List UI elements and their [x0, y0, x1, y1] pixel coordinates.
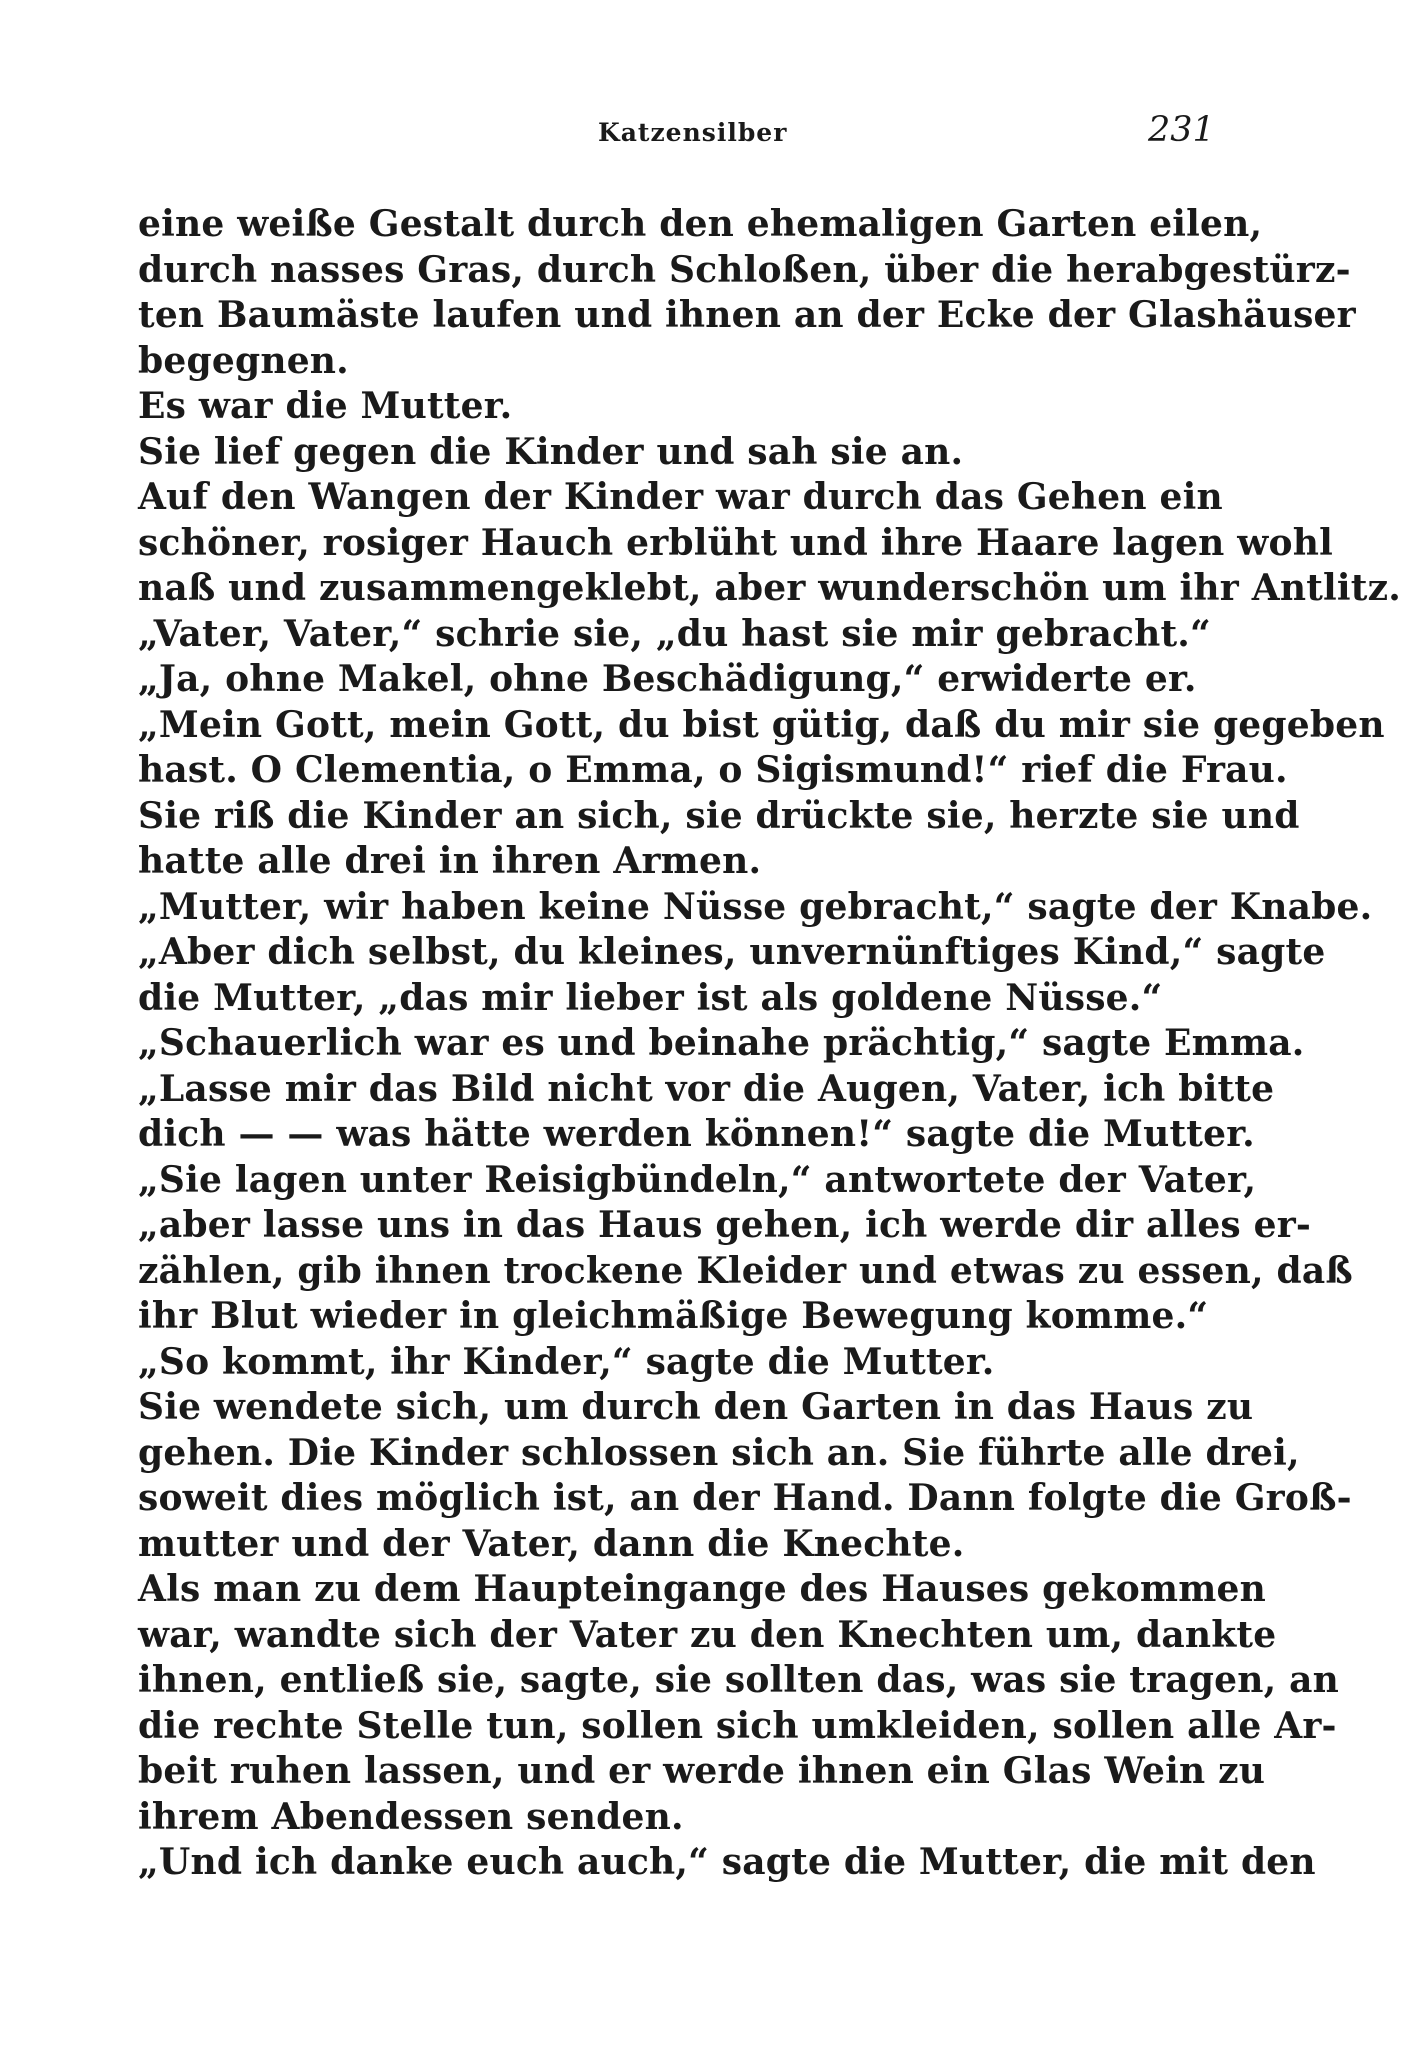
text-line: „aber lasse uns in das Haus gehen, ich werde dir alles er-: [138, 1204, 1312, 1246]
text-line: „Lasse mir das Bild nicht vor die Augen, Vater, ich bitte: [138, 1067, 1275, 1110]
text-line: „Ja, ohne Makel, ohne Beschädigung,“ erwiderte er.: [138, 658, 1197, 700]
text-line: „Sie lagen unter Reisigbündeln,“ antwortete der Vater,: [138, 1158, 1257, 1201]
text-line: ihr Blut wieder in gleichmäßige Bewegung komme.“: [138, 1295, 1209, 1337]
text-line: war, wandte sich der Vater zu den Knechten um, dankte: [138, 1613, 1277, 1656]
text-line: ihnen, entließ sie, sagte, sie sollten das, was sie tragen, an: [138, 1659, 1340, 1701]
text-line: Auf den Wangen der Kinder war durch das Gehen ein: [138, 476, 1223, 518]
running-title: Katzensilber: [598, 118, 788, 147]
text-line: ten Baumäste laufen und ihnen an der Ecke der Glashäuser: [138, 294, 1356, 336]
text-line: Sie wendete sich, um durch den Garten in das Haus zu: [138, 1386, 1254, 1428]
text-line: mutter und der Vater, dann die Knechte.: [138, 1522, 965, 1565]
text-line: dich — — was hätte werden können!“ sagte die Mutter.: [138, 1113, 1255, 1155]
text-line: „Vater, Vater,“ schrie sie, „du hast sie mir gebracht.“: [138, 612, 1211, 655]
text-line: Sie lief gegen die Kinder und sah sie an.: [138, 430, 964, 473]
text-line: hast. O Clementia, o Emma, o Sigismund!“ rief die Frau.: [138, 749, 1288, 791]
text-line: die rechte Stelle tun, sollen sich umkleiden, sollen alle Ar-: [138, 1704, 1337, 1747]
text-line: die Mutter, „das mir lieber ist als goldene Nüsse.“: [138, 976, 1163, 1019]
text-line: naß und zusammengeklebt, aber wunderschön um ihr Antlitz.: [138, 567, 1401, 609]
text-line: Sie riß die Kinder an sich, sie drückte sie, herzte sie und: [138, 794, 1300, 837]
running-header: [0, 110, 1312, 158]
text-line: soweit dies möglich ist, an der Hand. Dann folgte die Groß-: [138, 1477, 1352, 1519]
text-line: „Schauerlich war es und beinahe prächtig,“ sagte Emma.: [138, 1022, 1305, 1064]
text-line: durch nasses Gras, durch Schloßen, über die herabgestürz-: [138, 248, 1351, 291]
text-line: eine weiße Gestalt durch den ehemaligen Garten eilen,: [138, 203, 1263, 245]
body-text: [138, 202, 1401, 1886]
text-line: zählen, gib ihnen trockene Kleider und etwas zu essen, daß: [138, 1249, 1353, 1292]
text-line: Es war die Mutter.: [138, 385, 513, 427]
text-line: „Aber dich selbst, du kleines, unvernünftiges Kind,“ sagte: [138, 931, 1326, 973]
text-line: gehen. Die Kinder schlossen sich an. Sie führte alle drei,: [138, 1431, 1300, 1474]
text-line: „So kommt, ihr Kinder,“ sagte die Mutter.: [138, 1340, 995, 1383]
text-line: „Mein Gott, mein Gott, du bist gütig, daß du mir sie gegeben: [138, 703, 1385, 746]
text-line: begegnen.: [138, 339, 349, 382]
text-line: Als man zu dem Haupteingange des Hauses gekommen: [138, 1568, 1266, 1610]
page-number: 231: [1148, 110, 1215, 150]
text-line: „Und ich danke euch auch,“ sagte die Mutter, die mit den: [138, 1841, 1316, 1883]
text-line: schöner, rosiger Hauch erblüht und ihre Haare lagen wohl: [138, 521, 1333, 564]
text-line: beit ruhen lassen, und er werde ihnen ein Glas Wein zu: [138, 1750, 1266, 1792]
text-line: ihrem Abendessen senden.: [138, 1795, 684, 1838]
text-line: „Mutter, wir haben keine Nüsse gebracht,“ sagte der Knabe.: [138, 885, 1373, 928]
text-line: hatte alle drei in ihren Armen.: [138, 840, 762, 882]
